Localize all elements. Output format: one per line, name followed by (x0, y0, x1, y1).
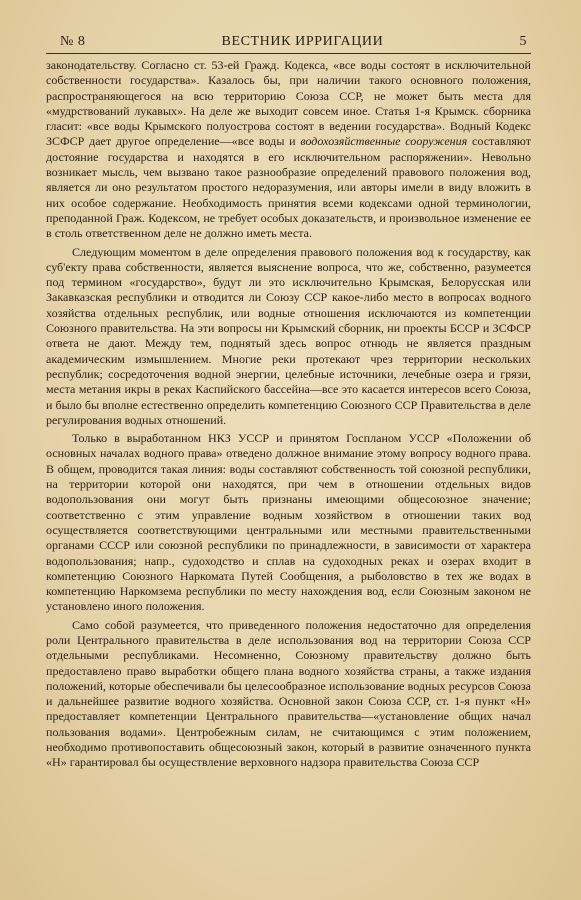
paragraph-2: Следующим моментом в деле определения правового положения вод к государству, как суб'екту права собственности, является выяснение вопроса, что же, собственно, разумеется под термином «государство», будут ли это исключительно Крымская, Белорусская или Закавказская республики и отводится ли Союзу ССР какое-либо место в вопросах водного хозяйства отдельных республик, или водные отношения исключаются из компетенции Союзного правительства. На эти вопросы ни Крымский сборник, ни проекты БССР и ЗСФСР ответа не дают. Между тем, поднятый здесь вопрос отнюдь не является праздным академическим измышлением. Многие реки протекают чрез территории нескольких республик; сосредоточения водной энергии, целебные источники, лечебные озера и грязи, места метания икры в реках Каспийского бассейна—все это касается интересов всего Союза, и было бы вполне естественно определить компетенцию Союзного ССР Правительства в деле регулирования водных отношений. (46, 244, 531, 427)
paragraph-1 (46, 58, 531, 242)
journal-title: ВЕСТНИК ИРРИГАЦИИ (221, 34, 384, 49)
page-number: 5 (519, 34, 527, 49)
paragraph-4: Само собой разумеется, что приведенного положения недостаточно для определения роли Центрального правительства в деле использования вод на территории Союза ССР отдельными республиками. Несомненно, Союзному правительству должно быть предоставлено право выработки общего плана водного хозяйства страны, а также издания положений, которые обеспечивали бы целесообразное использование водных ресурсов Союза и дальнейшее развитие водного хозяйства. Основной закон Союза ССР, ст. 1-я пункт «Н» предоставляет компетенции Центрального правительства—«установление общих начал пользования водами». Центробежным силам, не считающимся с этим положением, необходимо противопоставить общесоюзный закон, который в развитие означенного пункта «Н» гарантировал бы осуществление верховного надзора правительства Союза ССР (46, 617, 531, 770)
page-header (46, 30, 531, 54)
paragraph-1-italic-phrase: водохозяйственные сооружения (300, 134, 468, 149)
issue-number: № 8 (60, 34, 86, 49)
paragraph-1-part-1: законодательству. Согласно ст. 53-ей Гражд. Кодекса, «все воды состоят в исключительной собственности государства». Казалось бы, при наличии такого основного положения, распространяющегося на всю территорию Союза ССР, не может быть места для «мудрствований лукавых». На деле же выходит совсем иное. Статья 1-я Крымск. сборника гласит: «все воды Крымского полуострова состоят в ведении государства». Водный Кодекс ЗСФСР дает другое определение—«все воды и (46, 58, 531, 149)
paragraph-1-part-3: составляют достояние государства и находятся в его исключительном распоряжении». Невольно возникает мысль, чем вызвано такое разнообразие определений правового положения вод, является ли оно результатом простого недоразумения, или авторы имели в виду вложить в них особое содержание. Необходимость принятия всеми кодексами одной терминологии, преподанной Граж. Кодексом, не требует особых доказательств, и произвольное изменение ее в столь ответственном деле не должно иметь места. (46, 134, 531, 241)
paragraph-3: Только в выработанном НКЗ УССР и принятом Госпланом УССР «Положении об основных началах водного права» отведено должное внимание этому вопросу водного права. В общем, проводится такая линия: воды составляют собственность той союзной республики, на территории которой они находятся, при чем в отношении отдельных видов водопользования они могут быть признаны имеющими общесоюзное значение; соответственно с этим управление водным хозяйством в отношении таких вод осуществляется соответствующими центральными или местными правительственными органами СССР или союзной республики по принадлежности, в зависимости от характера водопользования; напр., судоходство и сплав на судоходных реках и озерах входит в компетенцию Союзного Наркомата Путей Сообщения, а рыболовство в тех же водах в компетенцию Наркомзема республики по месту нахождения вод, если Союзным законом не установлено иного положения. (46, 431, 531, 614)
article-body (46, 58, 531, 771)
